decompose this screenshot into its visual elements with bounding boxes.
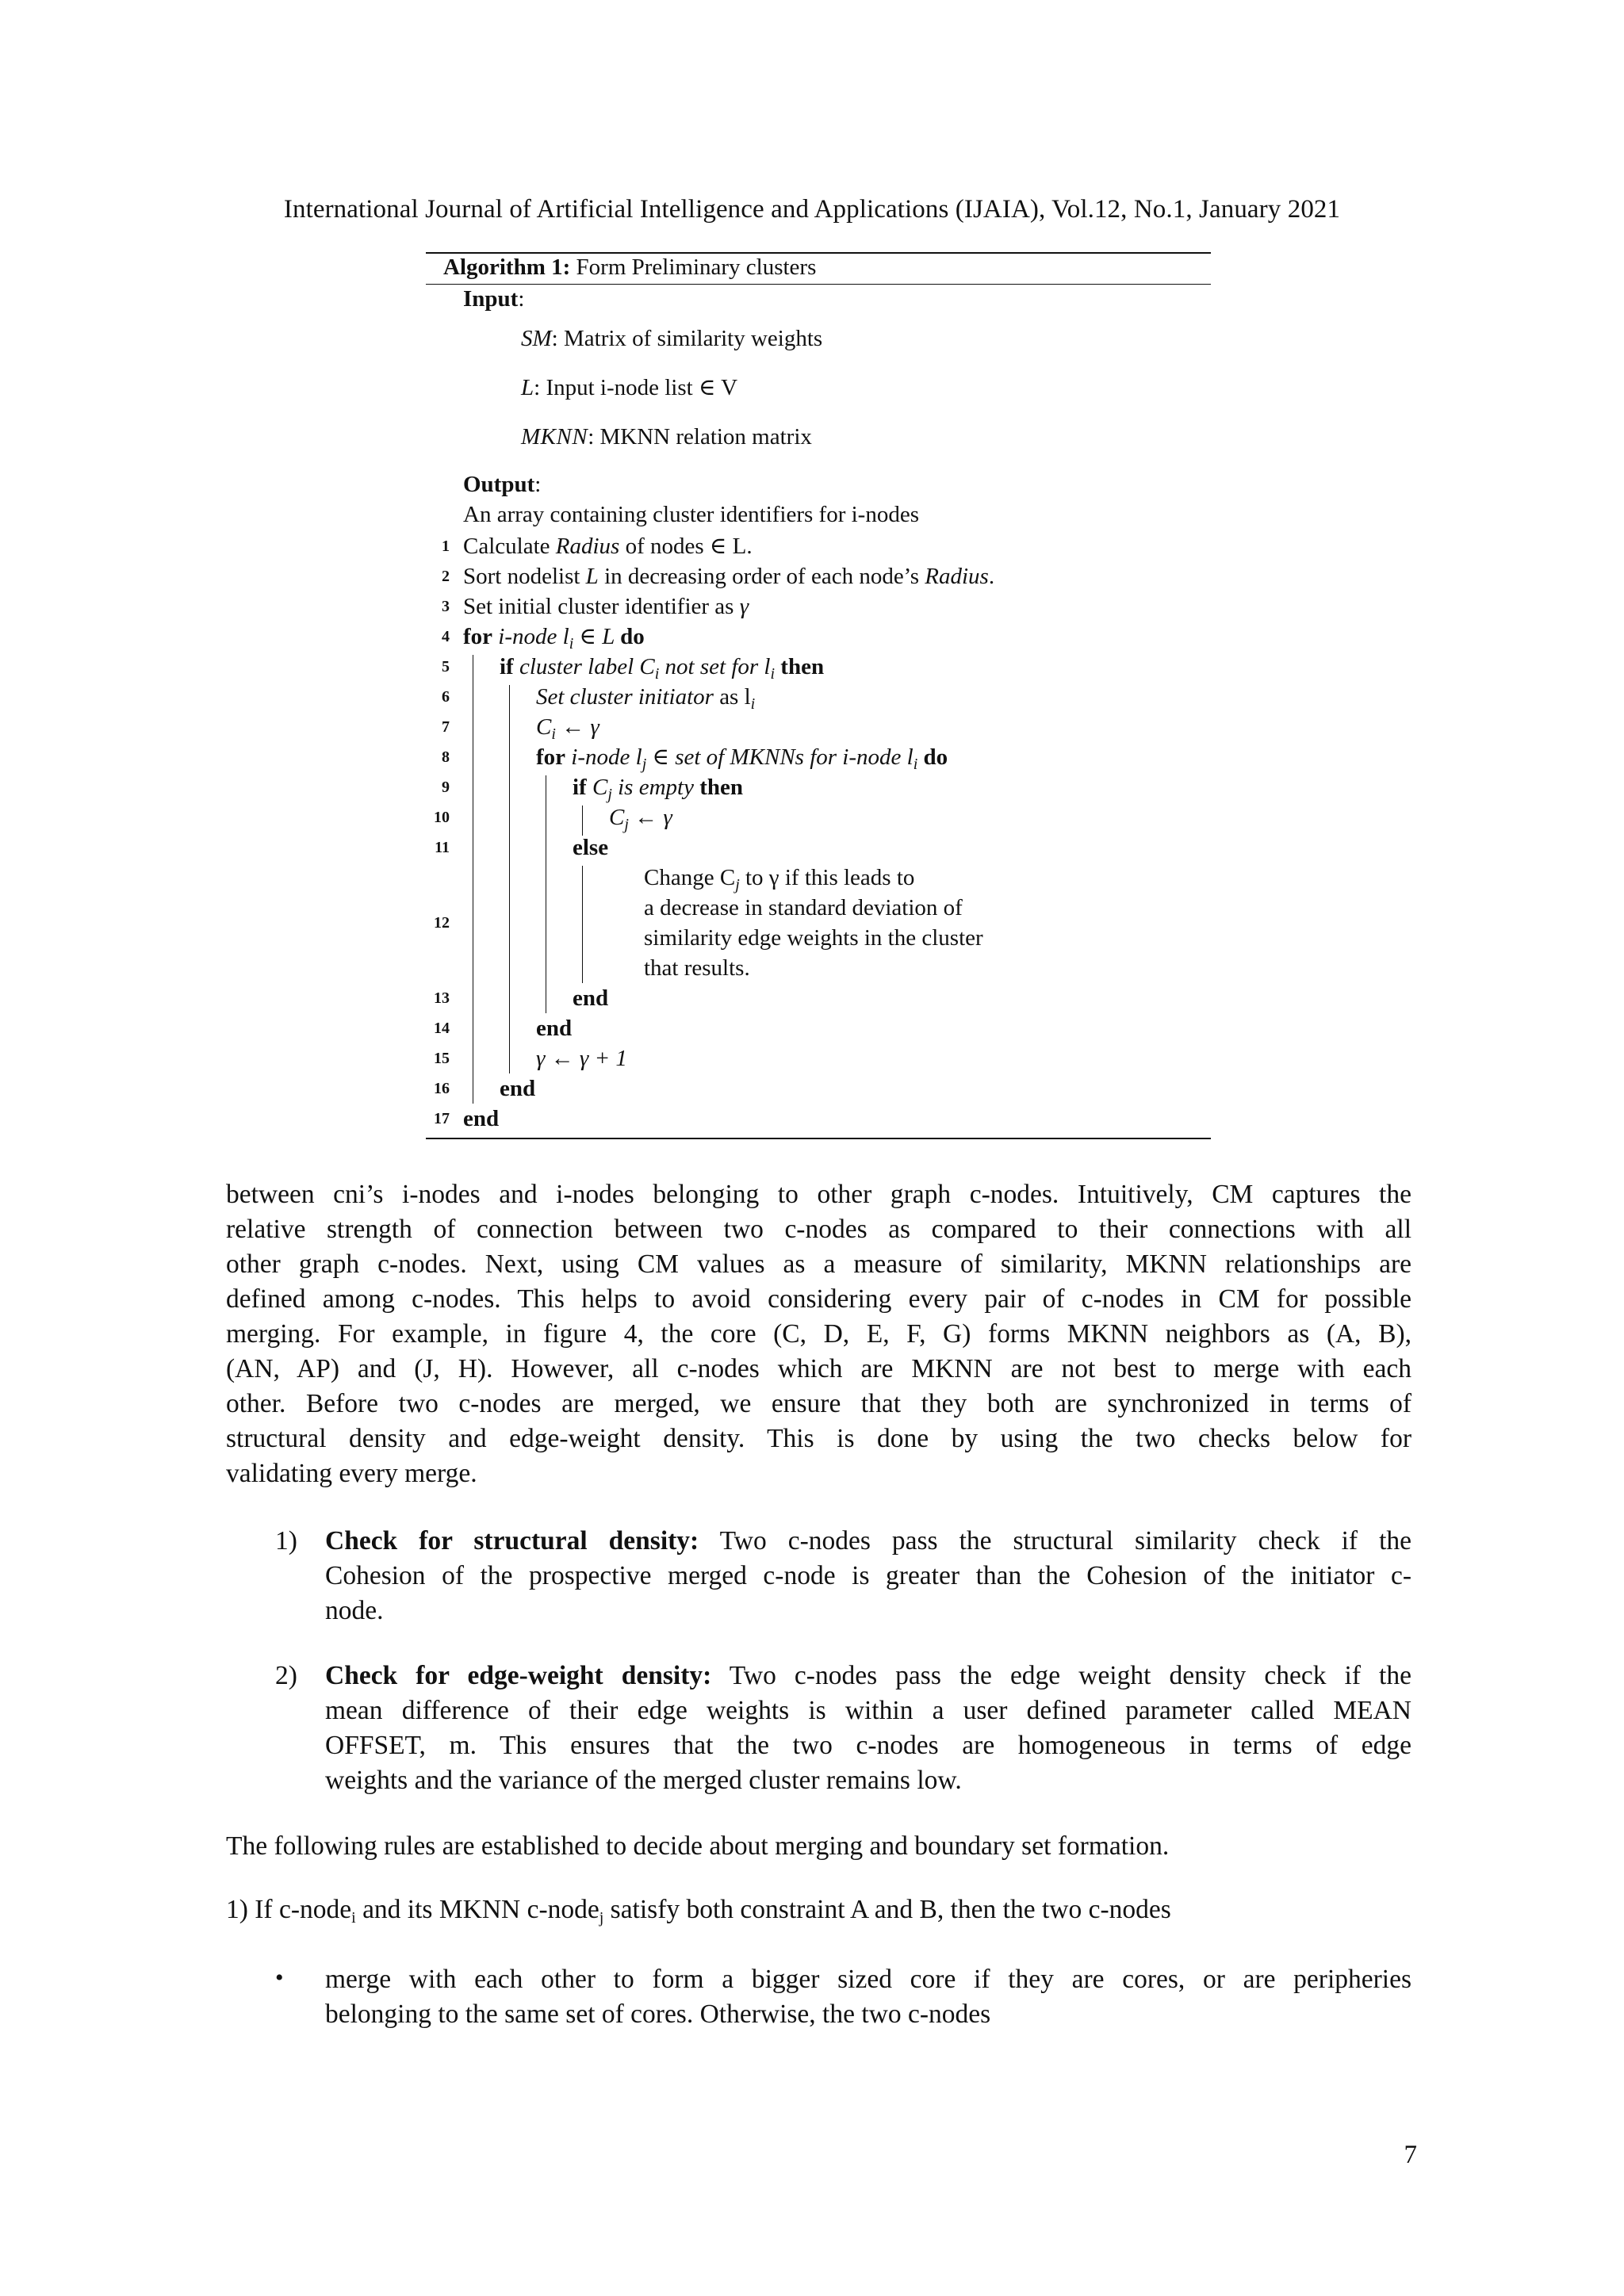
algo-line-15: γ ← γ + 1 — [536, 1046, 627, 1071]
algo-line-8: for i-node $l_j$ ∈ set of MKNNs for i-node $l_i$ do — [536, 744, 948, 773]
algorithm-title-rule — [426, 284, 1211, 285]
algo-line-16: end — [500, 1076, 536, 1101]
algorithm-box — [426, 252, 1211, 1140]
item-text: Check for edge-weight density: Two c-nodes pass the edge weight density check if the mean difference of their edge weights is within a user defined parameter called MEAN OFFSET, m. This ensures that the two c-nodes are homogeneous in terms of edge weights and the variance of the merged cluster remains low. — [325, 1661, 1411, 1795]
algo-line-12-part3: similarity edge weights in the cluster — [644, 925, 983, 951]
check-structural-density — [275, 1524, 1411, 1628]
text-line: (AN, AP) and (J, H). However, all c-nodes which are MKNN are not best to merge with each — [226, 1354, 1411, 1383]
bullet-item — [325, 1962, 1411, 2032]
algo-line-14: end — [536, 1016, 573, 1041]
page-number: 7 — [1404, 2141, 1417, 2169]
item-number: 1) — [275, 1526, 297, 1556]
algorithm-bottom-rule — [426, 1138, 1211, 1139]
text-line: belonging to the same set of cores. Otherwise, the two c-nodes — [325, 1999, 991, 2029]
line-number: 4 — [442, 628, 450, 645]
line-number: 13 — [434, 989, 450, 1007]
item-text: Check for structural density: Two c-nodes pass the structural similarity check if the Cohesion of the prospective merged c-node is greater than the Cohesion of the initiator c- node. — [325, 1526, 1411, 1625]
text-line: relative strength of connection between two c-nodes as compared to their connections with all — [226, 1215, 1411, 1244]
algo-line-17: end — [463, 1106, 500, 1131]
item-number: 2) — [275, 1661, 297, 1690]
line-number: 6 — [442, 688, 450, 706]
text-line: between cni’s i-nodes and i-nodes belonging to other graph c-nodes. Intuitively, CM captures the — [226, 1180, 1411, 1209]
algo-line-2: Sort nodelist L in decreasing order of each node’s Radius. — [463, 564, 995, 589]
algo-line-10: $C_j$ ← γ — [609, 805, 672, 833]
algo-line-12-part2: a decrease in standard deviation of — [644, 895, 963, 920]
algo-line-7: $C_i$ ← γ — [536, 714, 599, 743]
algo-line-12-part1: Change $C_j$ to γ if this leads to — [644, 865, 915, 894]
line-number: 9 — [442, 779, 450, 796]
block-bar-then — [582, 806, 583, 836]
text-line: structural density and edge-weight density. This is done by using the two checks below for — [226, 1424, 1411, 1453]
item-heading: Check for structural density: — [325, 1526, 699, 1556]
algo-line-4: for i-node $l_i$ ∈ L do — [463, 624, 645, 652]
line-number: 17 — [434, 1110, 450, 1127]
paragraph-body — [226, 1177, 1411, 1491]
check-edge-weight-density — [275, 1659, 1411, 1798]
text-line: validating every merge. — [226, 1459, 477, 1488]
line-number: 11 — [435, 839, 450, 856]
line-number: 16 — [434, 1080, 450, 1097]
line-number: 3 — [442, 598, 450, 615]
line-number: 10 — [434, 809, 450, 826]
rule-1: 1) If c-node$_i$ and its MKNN c-node$_j$ satisfy both constraint A and B, then the two c-nodes — [226, 1895, 1171, 1927]
input-l: L: Input i-node list ∈ V — [521, 375, 738, 400]
algo-line-6: Set cluster initiator as $l_i$ — [536, 684, 756, 713]
algorithm-title: Algorithm 1: Form Preliminary clusters — [443, 254, 817, 280]
algo-line-1: Calculate Radius of nodes ∈ L. — [463, 534, 753, 559]
line-number: 8 — [442, 748, 450, 766]
line-number: 5 — [442, 658, 450, 675]
block-bar-if — [509, 685, 510, 1073]
text-line: other graph c-nodes. Next, using CM values as a measure of similarity, MKNN relationships are — [226, 1249, 1411, 1279]
line-number: 2 — [442, 568, 450, 585]
line-number: 1 — [442, 538, 450, 555]
output-label: Output: — [463, 472, 542, 497]
algo-line-5: if cluster label $C_i$ not set for $l_i$ then — [500, 654, 825, 683]
algo-line-3: Set initial cluster identifier as γ — [463, 594, 749, 619]
line-number: 15 — [434, 1050, 450, 1067]
output-desc: An array containing cluster identifiers for i-nodes — [463, 502, 919, 527]
line-number: 12 — [434, 914, 450, 932]
input-label: Input: — [463, 286, 525, 312]
block-bar-else — [582, 866, 583, 983]
rules-intro: The following rules are established to decide about merging and boundary set formation. — [226, 1831, 1170, 1861]
algo-line-9: if $C_j$ is empty then — [573, 775, 744, 803]
item-heading: Check for edge-weight density: — [325, 1661, 712, 1690]
input-sm: SM: Matrix of similarity weights — [521, 326, 823, 351]
algo-line-12-part4: that results. — [644, 955, 750, 981]
text-line: defined among c-nodes. This helps to avoid considering every pair of c-nodes in CM for possible — [226, 1284, 1411, 1314]
text-line: merging. For example, in figure 4, the core (C, D, E, F, G) forms MKNN neighbors as (A, B), — [226, 1319, 1411, 1349]
bullet-symbol: • — [275, 1965, 284, 1991]
text-line: other. Before two c-nodes are merged, we ensure that they both are synchronized in terms of — [226, 1389, 1411, 1418]
algo-line-13: end — [573, 985, 609, 1011]
line-number: 7 — [442, 718, 450, 736]
text-line: merge with each other to form a bigger sized core if they are cores, or are peripheries — [325, 1965, 1411, 1994]
journal-header: International Journal of Artificial Intelligence and Applications (IJAIA), Vol.12, No.1, January 2021 — [283, 195, 1341, 224]
input-mknn: MKNN: MKNN relation matrix — [521, 424, 812, 450]
line-number: 14 — [434, 1020, 450, 1037]
algo-line-11: else — [573, 835, 609, 860]
